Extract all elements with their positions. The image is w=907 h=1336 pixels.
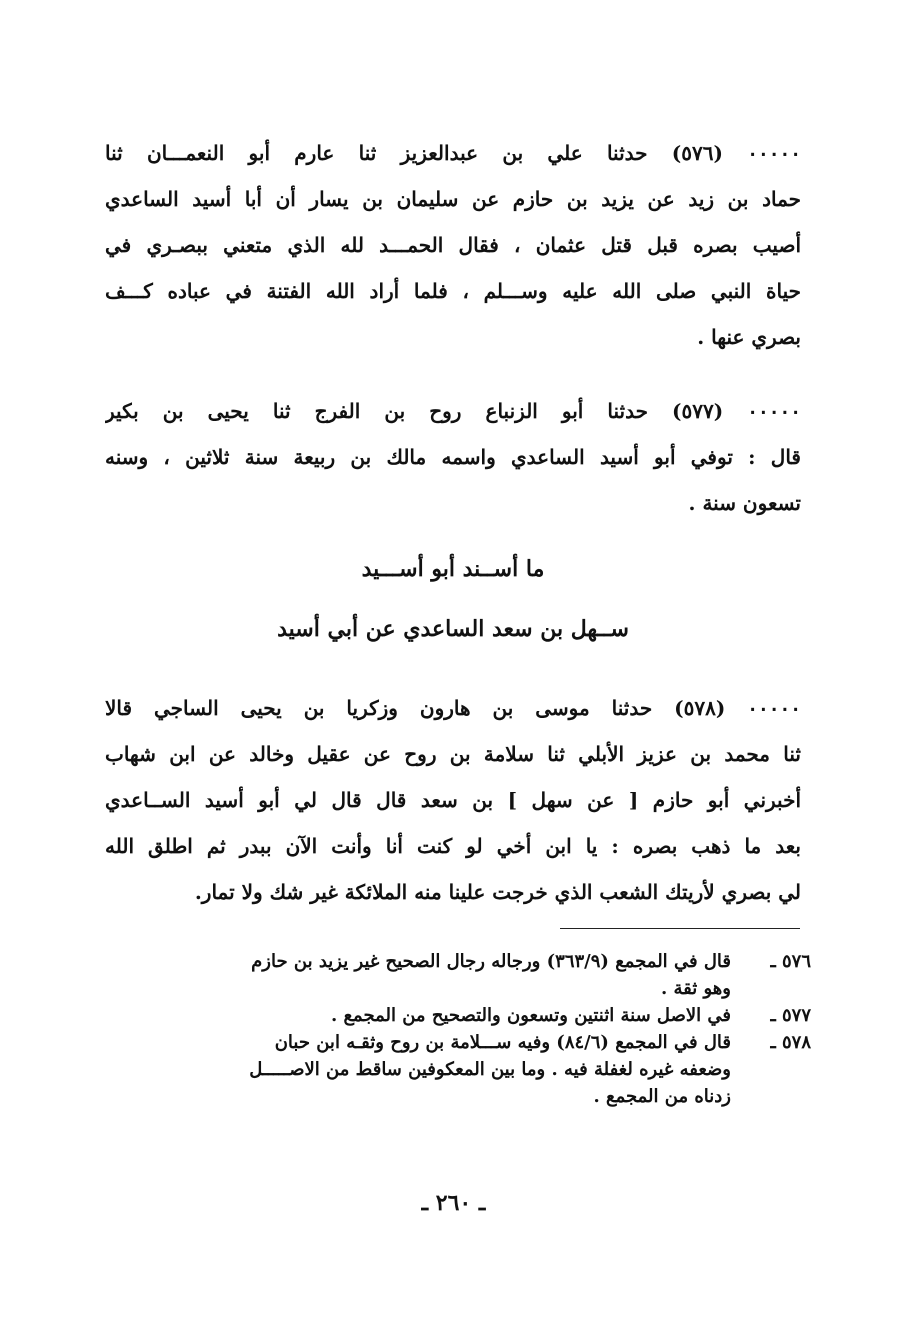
footnote-text [105, 1002, 731, 1029]
text-line: أخبرني أبو حازم [ عن سهل ] بن سعد قال قال لي أبو أسيد الســاعدي [105, 788, 801, 812]
footnote-number: ٥٧٦ ـ [770, 951, 811, 972]
text-line: لي بصري لأريتك الشعب الذي خرجت علينا منه الملائكة غير شك ولا تمار. [194, 880, 801, 904]
footnote-line: قال في المجمع (٣٦٣/٩) ورجاله رجال الصحيح غير يزيد بن حازم [251, 951, 731, 972]
text-line: حماد بن زيد عن يزيد بن حازم عن سليمان بن يسار أن أبا أسيد الساعدي [105, 187, 801, 211]
text-line: ثنا محمد بن عزيز الأبلي ثنا سلامة بن روح عن عقيل وخالد عن ابن شهاب [105, 742, 801, 766]
footnote-577 [105, 1002, 811, 1029]
footnote-divider [560, 928, 800, 929]
footnote-line: في الاصل سنة اثنتين وتسعون والتصحيح من المجمع . [330, 1005, 731, 1026]
subsection-heading: ســهل بن سعد الساعدي عن أبي أسيد [277, 616, 629, 642]
footnote-number: ٥٧٧ ـ [770, 1005, 811, 1026]
footnote-line: وهو ثقة . [660, 978, 731, 999]
text-line: أصيب بصره قبل قتل عثمان ، فقال الحمـــد لله الذي متعني ببصـري في [105, 233, 801, 257]
footnote-text [105, 948, 731, 1002]
text-line: حياة النبي صلى الله عليه وســـلم ، فلما أراد الله الفتنة في عباده كـــف [105, 279, 801, 303]
text-line: ٠٠٠٠٠ (٥٧٧) حدثنا أبو الزنباع روح بن الفرج ثنا يحيى بن بكير [105, 399, 801, 423]
text-line: بعد ما ذهب بصره : يا ابن أخي لو كنت أنا وأنت الآن ببدر ثم اطلق الله [105, 834, 801, 858]
footnote-576 [105, 948, 811, 1002]
footnote-578 [105, 1029, 811, 1110]
hadith-576 [105, 130, 801, 360]
footnote-line: قال في المجمع (٨٤/٦) وفيه ســـلامة بن روح وثقـه ابن حبان [274, 1032, 731, 1053]
text-line: ٠٠٠٠٠ (٥٧٨) حدثنا موسى بن هارون وزكريا بن يحيى الساجي قالا [105, 696, 801, 720]
footnote-text [105, 1029, 731, 1110]
hadith-578 [105, 685, 801, 915]
section-heading: ما أســند أبو أســـيد [361, 556, 545, 582]
page-number: ـ ٢٦٠ ـ [421, 1190, 486, 1216]
hadith-577 [105, 388, 801, 526]
footnotes [105, 948, 811, 1110]
footnote-line: زدناه من المجمع . [593, 1086, 731, 1107]
text-line: تسعون سنة . [688, 491, 801, 515]
text-line: بصري عنها . [697, 325, 801, 349]
text-line: ٠٠٠٠٠ (٥٧٦) حدثنا علي بن عبدالعزيز ثنا عارم أبو النعمـــان ثنا [105, 141, 801, 165]
footnote-line: وضعفه غيره لغفلة فيه . وما بين المعكوفين ساقط من الاصـــــل [249, 1059, 731, 1080]
text-line: قال : توفي أبو أسيد الساعدي واسمه مالك بن ربيعة سنة ثلاثين ، وسنه [105, 445, 801, 469]
footnote-number: ٥٧٨ ـ [770, 1032, 811, 1053]
